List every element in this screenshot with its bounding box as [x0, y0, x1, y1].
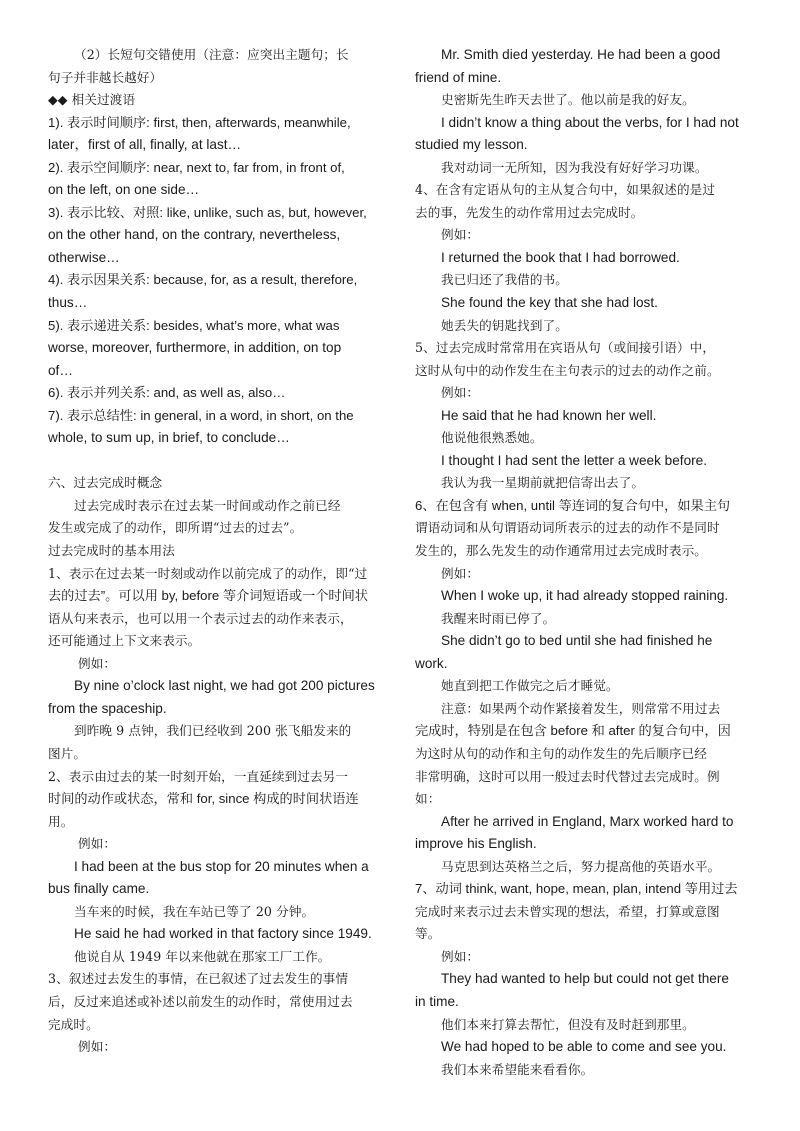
- text-line: 他说他很熟悉她。: [441, 430, 543, 446]
- text-line: 句子并非越长越好）: [48, 69, 163, 85]
- text-line: 7). 表示总结性: in general, in a word, in short, on the: [48, 407, 354, 423]
- text-line: 5). 表示递进关系: besides, what’s more, what was: [48, 317, 340, 333]
- text-line: 例如：: [78, 1039, 117, 1055]
- text-line: 6). 表示并列关系: and, as well as, also…: [48, 385, 286, 401]
- text-line: We had hoped to be able to come and see you.: [441, 1039, 727, 1055]
- text-line: By nine o’clock last night, we had got 200 pictures: [74, 678, 375, 694]
- text-line: 马克思到达英格兰之后，努力提高他的英语水平。: [441, 858, 721, 874]
- text-line: She found the key that she had lost.: [441, 295, 658, 311]
- text-line: 例如：: [441, 385, 480, 401]
- text-line: When I woke up, it had already stopped raining.: [441, 588, 729, 604]
- text-line: bus finally came.: [48, 881, 150, 897]
- text-line: 去的事，先发生的动作常用过去完成时。: [415, 204, 644, 220]
- text-line: She didn’t go to bed until she had finished he: [441, 633, 713, 649]
- text-line: ◆◆ 相关过渡语: [48, 92, 136, 108]
- text-line: 还可能通过上下文来表示。: [48, 633, 201, 649]
- text-line: 注意：如果两个动作紧接着发生，则常常不用过去: [441, 700, 721, 716]
- text-line: 用。: [48, 813, 74, 829]
- text-line: 例如：: [78, 836, 117, 852]
- text-line: 他们本来打算去帮忙，但没有及时赶到那里。: [441, 1016, 695, 1032]
- text-line: 如：: [415, 791, 441, 807]
- text-line: 5、过去完成时常常用在宾语从句（或间接引语）中，: [415, 340, 716, 356]
- text-line: He said he had worked in that factory since 1949.: [74, 926, 372, 942]
- text-line: friend of mine.: [415, 69, 502, 85]
- text-line: 完成时。: [48, 1016, 99, 1032]
- text-line: 例如：: [441, 565, 480, 581]
- text-line: 完成时，特别是在包含 before 和 after 的复合句中，因: [415, 723, 731, 739]
- text-line: 1、表示在过去某一时刻或动作以前完成了的动作，即“过: [48, 565, 368, 581]
- text-line: 到昨晚 9 点钟，我们已经收到 200 张飞船发来的: [74, 723, 352, 739]
- text-line: Mr. Smith died yesterday. He had been a good: [441, 47, 721, 62]
- text-line: on the other hand, on the contrary, nevertheless,: [48, 227, 341, 243]
- text-line: 谓语动词和从句谓语动词所表示的过去的动作不是同时: [415, 520, 720, 536]
- text-line: 过去完成时表示在过去某一时间或动作之前已经: [74, 497, 341, 513]
- text-line: I had been at the bus stop for 20 minutes when a: [74, 858, 369, 874]
- text-line: 3). 表示比较、对照: like, unlike, such as, but, however,: [48, 204, 367, 220]
- text-line: later，first of all, finally, at last…: [48, 137, 242, 153]
- text-line: They had wanted to help but could not get there: [441, 971, 729, 987]
- text-line: 非常明确，这时可以用一般过去时代替过去完成时。例: [415, 768, 720, 784]
- text-line: 3、叙述过去发生的事情，在已叙述了过去发生的事情: [48, 971, 349, 987]
- text-line: worse, moreover, furthermore, in addition, on top: [48, 340, 342, 356]
- text-line: I didn’t know a thing about the verbs, for I had not: [441, 114, 739, 130]
- text-line: 他说自从 1949 年以来他就在那家工厂工作。: [74, 948, 331, 964]
- text-line: 例如：: [78, 655, 117, 671]
- text-line: 4). 表示因果关系: because, for, as a result, therefore,: [48, 272, 358, 288]
- text-line: 后，反过来追述或补述以前发生的动作时，常使用过去: [48, 993, 353, 1009]
- text-line: 完成时来表示过去未曾实现的想法，希望，打算或意图: [415, 903, 720, 919]
- text-line: otherwise…: [48, 249, 120, 265]
- text-line: 6、在包含有 when, until 等连词的复合句中，如果主句: [415, 497, 731, 513]
- text-line: I returned the book that I had borrowed.: [441, 249, 680, 265]
- text-line: 为这时从句的动作和主句的动作发生的先后顺序已经: [415, 745, 707, 761]
- text-line: 发生或完成了的动作，即所谓“过去的过去”。: [48, 520, 303, 536]
- text-line: 我醒来时雨已停了。: [441, 610, 556, 626]
- text-line: from the spaceship.: [48, 700, 167, 716]
- text-line: whole, to sum up, in brief, to conclude…: [48, 430, 290, 446]
- text-line: 六、过去完成时概念: [48, 475, 163, 491]
- text-line: 7、动词 think, want, hope, mean, plan, intend 等用过去: [415, 881, 738, 897]
- text-line: 发生的，那么先发生的动作通常用过去完成时表示。: [415, 543, 707, 559]
- text-line: 我已归还了我借的书。: [441, 272, 568, 288]
- text-line: 4、在含有定语从句的主从复合句中，如果叙述的是过: [415, 182, 716, 198]
- text-line: 史密斯先生昨天去世了。他以前是我的好友。: [441, 92, 695, 108]
- text-line: studied my lesson.: [415, 137, 528, 153]
- text-line: 语从句来表示，也可以用一个表示过去的动作来表示，: [48, 610, 353, 626]
- right-column: [415, 44, 757, 1081]
- text-line: improve his English.: [415, 836, 537, 852]
- text-line: 去的过去”。可以用 by, before 等介词短语或一个时间状: [48, 588, 368, 604]
- text-line: 她丢失的钥匙找到了。: [441, 317, 568, 333]
- text-line: 我认为我一星期前就把信寄出去了。: [441, 475, 645, 491]
- text-line: 我对动词一无所知，因为我没有好好学习功课。: [441, 159, 708, 175]
- text-line: work.: [415, 655, 448, 671]
- text-line: 过去完成时的基本用法: [48, 543, 175, 559]
- text-line: 图片。: [48, 745, 87, 761]
- text-line: 时间的动作或状态，常和 for, since 构成的时间状语连: [48, 791, 359, 807]
- text-line: 例如：: [441, 227, 480, 243]
- text-line: After he arrived in England, Marx worked hard to: [441, 813, 734, 829]
- text-line: 例如：: [441, 948, 480, 964]
- text-line: in time.: [415, 993, 459, 1009]
- text-line: thus…: [48, 295, 88, 311]
- text-line: 我们本来希望能来看看你。: [441, 1061, 594, 1077]
- text-line: （2）长短句交错使用（注意：应突出主题句；长: [74, 47, 349, 62]
- text-line: 2、表示由过去的某一时刻开始，一直延续到过去另一: [48, 768, 349, 784]
- text-line: 等。: [415, 926, 441, 942]
- text-line: 这时从句中的动作发生在主句表示的过去的动作之前。: [415, 362, 720, 378]
- text-line: 2). 表示空间顺序: near, next to, far from, in front of,: [48, 159, 345, 175]
- text-line: He said that he had known her well.: [441, 407, 657, 423]
- text-line: 1). 表示时间顺序: first, then, afterwards, meanwhile,: [48, 114, 351, 130]
- text-line: on the left, on one side…: [48, 182, 200, 198]
- left-column: [48, 44, 388, 1059]
- text-line: 当车来的时候，我在车站已等了 20 分钟。: [74, 903, 315, 919]
- text-line: I thought I had sent the letter a week before.: [441, 452, 708, 468]
- blank-line: [48, 450, 388, 473]
- text-line: of…: [48, 362, 73, 378]
- text-line: 她直到把工作做完之后才睡觉。: [441, 678, 619, 694]
